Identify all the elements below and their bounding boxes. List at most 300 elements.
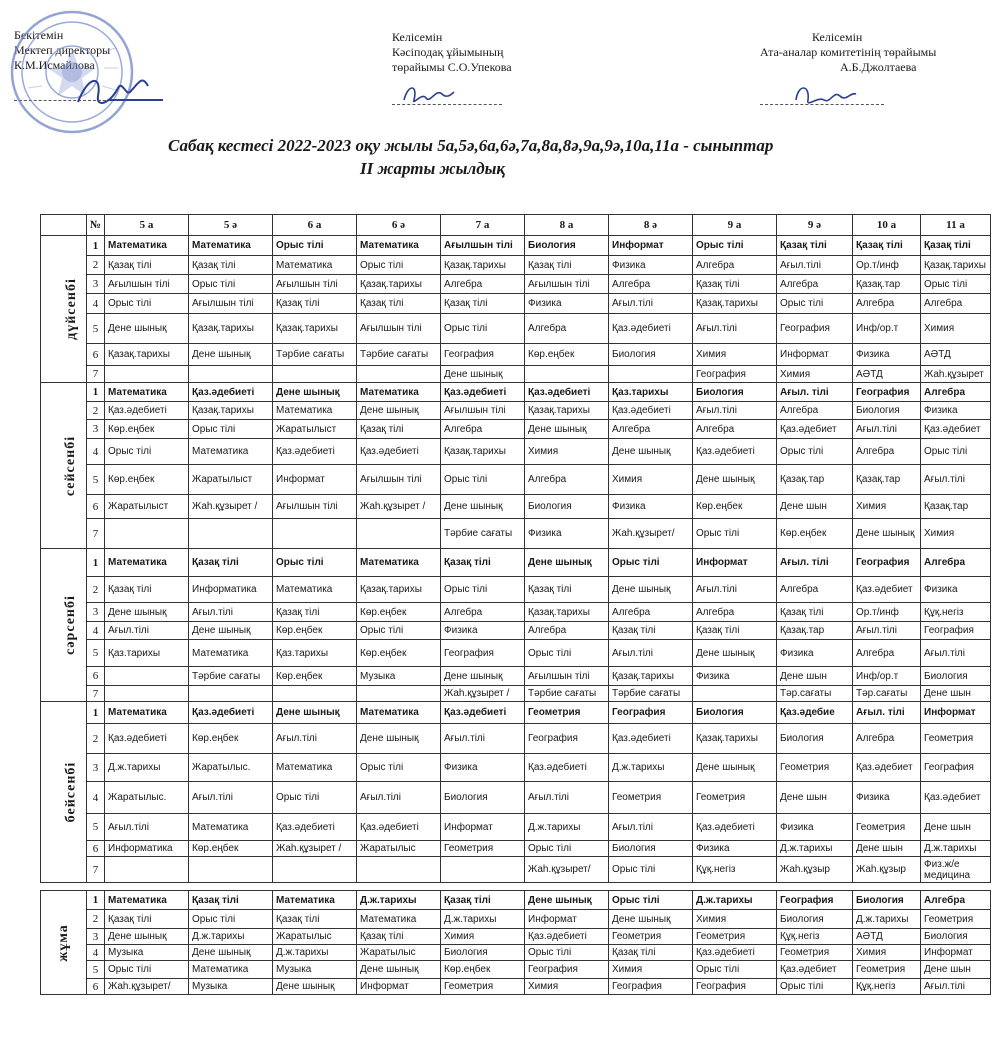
- lesson-cell: Алгебра: [853, 640, 921, 667]
- day-label-cell: [41, 891, 87, 995]
- lesson-number: 4: [87, 294, 105, 314]
- lesson-cell: Құқ.негіз: [921, 603, 991, 622]
- lesson-cell: Математика: [189, 236, 273, 256]
- lesson-number: 6: [87, 344, 105, 366]
- lesson-cell: Орыс тілі: [357, 256, 441, 275]
- lesson-cell: Қазақ тілі: [105, 577, 189, 603]
- table-row: [41, 945, 991, 961]
- lesson-cell: Көр.еңбек: [105, 420, 189, 439]
- lesson-cell: Дене шынық: [609, 577, 693, 603]
- lesson-cell: Алгебра: [525, 314, 609, 344]
- day-label-cell: [41, 383, 87, 549]
- lesson-cell: [273, 519, 357, 549]
- day-label: сейсенбі: [63, 435, 79, 496]
- lesson-cell: Дене шынық: [853, 519, 921, 549]
- lesson-cell: Алгебра: [921, 891, 991, 910]
- lesson-cell: Физика: [525, 519, 609, 549]
- lesson-cell: География: [853, 549, 921, 577]
- lesson-cell: Д.ж.тарихы: [693, 891, 777, 910]
- lesson-cell: [693, 686, 777, 702]
- parents-signature-icon: [790, 78, 860, 112]
- lesson-cell: Биология: [609, 344, 693, 366]
- lesson-cell: [357, 366, 441, 383]
- lesson-cell: Дене шынық: [693, 640, 777, 667]
- lesson-cell: Дене шынық: [525, 420, 609, 439]
- lesson-cell: Дене шынық: [273, 979, 357, 995]
- lesson-cell: Дене шын: [921, 686, 991, 702]
- table-row: [41, 402, 991, 420]
- lesson-cell: Қазақ.тарихы: [525, 603, 609, 622]
- lesson-cell: Дене шынық: [105, 314, 189, 344]
- lesson-cell: Музыка: [357, 667, 441, 686]
- lesson-cell: Дене шын: [777, 782, 853, 814]
- lesson-cell: Математика: [189, 640, 273, 667]
- lesson-number: 3: [87, 420, 105, 439]
- lesson-cell: Орыс тілі: [921, 439, 991, 465]
- lesson-cell: Дене шынық: [357, 724, 441, 754]
- lesson-cell: Ағылшын тілі: [525, 275, 609, 294]
- lesson-cell: [189, 686, 273, 702]
- lesson-cell: Қазақ тілі: [105, 910, 189, 929]
- lesson-cell: Орыс тілі: [189, 910, 273, 929]
- table-row: [41, 344, 991, 366]
- lesson-cell: Дене шынық: [441, 366, 525, 383]
- lesson-cell: Музыка: [105, 945, 189, 961]
- lesson-cell: Қазақ.тарихы: [189, 314, 273, 344]
- day-label-cell: [41, 702, 87, 883]
- lesson-cell: Жаратылыст: [273, 420, 357, 439]
- lesson-cell: Биология: [441, 782, 525, 814]
- table-row: [41, 439, 991, 465]
- approve-line-3: К.М.Исмайлова: [14, 58, 95, 72]
- lesson-cell: Физика: [609, 495, 693, 519]
- lesson-cell: Орыс тілі: [693, 519, 777, 549]
- lesson-cell: Қазақ.тарихы: [693, 724, 777, 754]
- lesson-cell: Биология: [777, 910, 853, 929]
- lesson-cell: Алгебра: [693, 603, 777, 622]
- lesson-cell: Алгебра: [525, 622, 609, 640]
- lesson-cell: Информат: [921, 702, 991, 724]
- lesson-cell: Қазақ тілі: [609, 945, 693, 961]
- lesson-cell: Физика: [921, 577, 991, 603]
- lesson-cell: Дене шынық: [693, 754, 777, 782]
- schedule-title: Сабақ кестесі 2022-2023 оқу жылы 5а,5ә,6а,6ә,7а,8а,8ә,9а,9ә,10а,11а - сыныптар: [168, 136, 774, 155]
- lesson-number: 5: [87, 465, 105, 495]
- lesson-cell: География: [441, 344, 525, 366]
- lesson-cell: Ағылшын тілі: [441, 402, 525, 420]
- lesson-number: 1: [87, 891, 105, 910]
- lesson-cell: Қаз.әдебиеті: [525, 929, 609, 945]
- lesson-cell: Дене шынық: [273, 383, 357, 402]
- lesson-cell: География: [609, 702, 693, 724]
- lesson-cell: Қазақ.тарихы: [189, 402, 273, 420]
- lesson-cell: Алгебра: [441, 275, 525, 294]
- lesson-cell: Орыс тілі: [273, 236, 357, 256]
- lesson-cell: Қаз.әдебиеті: [609, 314, 693, 344]
- lesson-number: 4: [87, 439, 105, 465]
- lesson-cell: Инф/ор.т: [853, 667, 921, 686]
- lesson-cell: Информат: [357, 979, 441, 995]
- lesson-cell: Жаһ.құзырет /: [273, 841, 357, 857]
- lesson-cell: Биология: [777, 724, 853, 754]
- lesson-cell: Орыс тілі: [777, 439, 853, 465]
- lesson-number: 4: [87, 622, 105, 640]
- table-row: [41, 549, 991, 577]
- approve-line-1: Бекітемін: [14, 28, 64, 42]
- lesson-cell: [189, 519, 273, 549]
- lesson-cell: Орыс тілі: [525, 841, 609, 857]
- lesson-cell: Химия: [609, 465, 693, 495]
- lesson-cell: Дене шын: [921, 961, 991, 979]
- lesson-number: 4: [87, 945, 105, 961]
- lesson-cell: Қазақ тілі: [441, 294, 525, 314]
- lesson-cell: Орыс тілі: [609, 857, 693, 883]
- lesson-cell: Геометрия: [693, 929, 777, 945]
- lesson-cell: География: [525, 724, 609, 754]
- lesson-cell: Музыка: [189, 979, 273, 995]
- lesson-number: 1: [87, 383, 105, 402]
- lesson-cell: География: [525, 961, 609, 979]
- lesson-cell: Қаз.әдебиет: [921, 782, 991, 814]
- lesson-cell: Д.ж.тарихы: [525, 814, 609, 841]
- lesson-cell: Қазақ тілі: [441, 549, 525, 577]
- lesson-number: 2: [87, 256, 105, 275]
- lesson-cell: Жаһ.құзырет /: [189, 495, 273, 519]
- lesson-cell: Тәрбие сағаты: [357, 344, 441, 366]
- lesson-cell: Ор.т/инф: [853, 256, 921, 275]
- lesson-cell: Ағыл. тілі: [777, 383, 853, 402]
- lesson-cell: АӘТД: [921, 344, 991, 366]
- lesson-cell: География: [693, 979, 777, 995]
- lesson-cell: [357, 686, 441, 702]
- lesson-cell: Дене шынық: [441, 495, 525, 519]
- lesson-cell: Геометрия: [609, 782, 693, 814]
- lesson-cell: Биология: [693, 383, 777, 402]
- lesson-cell: Қазақ тілі: [525, 577, 609, 603]
- lesson-cell: Биология: [921, 929, 991, 945]
- lesson-cell: География: [609, 979, 693, 995]
- lesson-cell: Математика: [105, 702, 189, 724]
- lesson-cell: Қаз.әдебиет: [853, 754, 921, 782]
- table-row: [41, 857, 991, 883]
- lesson-cell: Физика: [441, 754, 525, 782]
- class-header: 9 ә: [777, 215, 853, 236]
- table-row: [41, 979, 991, 995]
- lesson-cell: [105, 857, 189, 883]
- lesson-cell: Ағылшын тілі: [189, 294, 273, 314]
- table-row: [41, 519, 991, 549]
- lesson-cell: Қазақ тілі: [357, 294, 441, 314]
- lesson-cell: Жаһ.құзырет /: [357, 495, 441, 519]
- class-header: 11 а: [921, 215, 991, 236]
- lesson-cell: Дене шынық: [525, 891, 609, 910]
- lesson-cell: Информат: [609, 236, 693, 256]
- lesson-cell: Геометрия: [609, 929, 693, 945]
- lesson-number: 1: [87, 549, 105, 577]
- lesson-cell: Қазақ тілі: [273, 603, 357, 622]
- table-row: [41, 465, 991, 495]
- lesson-cell: Көр.еңбек: [189, 841, 273, 857]
- lesson-cell: Математика: [357, 910, 441, 929]
- lesson-cell: Химия: [525, 979, 609, 995]
- schedule-subtitle: ІІ жарты жылдық: [360, 159, 506, 178]
- lesson-cell: Математика: [273, 402, 357, 420]
- lesson-cell: Көр.еңбек: [777, 519, 853, 549]
- table-row: [41, 420, 991, 439]
- lesson-cell: Математика: [273, 256, 357, 275]
- lesson-cell: Қазақ.тарихы: [441, 256, 525, 275]
- agree2-line-2: Ата-аналар комитетінің төрайымы: [760, 45, 937, 59]
- lesson-cell: Тәрбие сағаты: [273, 344, 357, 366]
- lesson-cell: Дене шынық: [357, 402, 441, 420]
- class-header: 9 а: [693, 215, 777, 236]
- lesson-cell: Алгебра: [525, 465, 609, 495]
- lesson-number: 3: [87, 754, 105, 782]
- table-row: [41, 603, 991, 622]
- lesson-number: 6: [87, 979, 105, 995]
- lesson-cell: Дене шынық: [273, 702, 357, 724]
- lesson-cell: Жаратылыст: [105, 495, 189, 519]
- lesson-number: 3: [87, 929, 105, 945]
- lesson-cell: [105, 667, 189, 686]
- lesson-cell: Қазақ тілі: [357, 420, 441, 439]
- lesson-number: 1: [87, 702, 105, 724]
- table-row: [41, 294, 991, 314]
- lesson-cell: Қазақ.тарихы: [441, 439, 525, 465]
- lesson-cell: Математика: [189, 961, 273, 979]
- agree1-line-3: төрайымы С.О.Упекова: [392, 60, 512, 74]
- table-row: [41, 961, 991, 979]
- agree2-line-1: Келісемін: [812, 30, 863, 44]
- lesson-cell: Биология: [441, 945, 525, 961]
- lesson-cell: Д.ж.тарихы: [273, 945, 357, 961]
- lesson-cell: Геометрия: [853, 961, 921, 979]
- lesson-cell: Математика: [273, 754, 357, 782]
- lesson-number: 5: [87, 961, 105, 979]
- class-header: 7 а: [441, 215, 525, 236]
- lesson-cell: Орыс тілі: [441, 465, 525, 495]
- lesson-cell: Орыс тілі: [441, 314, 525, 344]
- parents-agreement-block: [760, 30, 936, 75]
- lesson-cell: Математика: [273, 891, 357, 910]
- lesson-cell: Орыс тілі: [105, 294, 189, 314]
- lesson-cell: Тәрбие сағаты: [189, 667, 273, 686]
- lesson-cell: Алгебра: [777, 577, 853, 603]
- lesson-cell: Қазақ.тар: [853, 275, 921, 294]
- lesson-cell: Химия: [777, 366, 853, 383]
- timetable: [40, 214, 986, 995]
- lesson-cell: Информат: [921, 945, 991, 961]
- lesson-number: 2: [87, 402, 105, 420]
- lesson-cell: Қаз.әдебиет: [777, 961, 853, 979]
- lesson-cell: Қазақ тілі: [441, 891, 525, 910]
- lesson-cell: АӘТД: [853, 366, 921, 383]
- lesson-cell: Жаратылыс.: [189, 754, 273, 782]
- lesson-cell: Биология: [853, 891, 921, 910]
- lesson-cell: Химия: [853, 495, 921, 519]
- table-row: [41, 256, 991, 275]
- day-label-cell: [41, 236, 87, 383]
- lesson-cell: Орыс тілі: [921, 275, 991, 294]
- lesson-cell: Информат: [441, 814, 525, 841]
- lesson-cell: Ағыл.тілі: [525, 782, 609, 814]
- lesson-cell: Қазақ тілі: [273, 294, 357, 314]
- lesson-cell: Геометрия: [853, 814, 921, 841]
- lesson-cell: Орыс тілі: [525, 945, 609, 961]
- lesson-cell: Тәрбие сағаты: [441, 519, 525, 549]
- lesson-number: 4: [87, 782, 105, 814]
- lesson-cell: Д.ж.тарихы: [189, 929, 273, 945]
- table-row: [41, 724, 991, 754]
- lesson-cell: Құқ.негіз: [853, 979, 921, 995]
- table-row: [41, 686, 991, 702]
- lesson-cell: Жаратылыс: [273, 929, 357, 945]
- lesson-cell: Қаз.тарихы: [609, 383, 693, 402]
- lesson-cell: География: [921, 622, 991, 640]
- lesson-cell: География: [777, 314, 853, 344]
- lesson-cell: Орыс тілі: [273, 782, 357, 814]
- lesson-number: 7: [87, 686, 105, 702]
- lesson-cell: Ағыл.тілі: [609, 294, 693, 314]
- lesson-cell: Алгебра: [609, 420, 693, 439]
- table-row: [41, 929, 991, 945]
- lesson-cell: Дене шынық: [525, 549, 609, 577]
- lesson-cell: Химия: [921, 519, 991, 549]
- lesson-cell: Қаз.әдебиет: [921, 420, 991, 439]
- lesson-cell: Орыс тілі: [189, 275, 273, 294]
- class-header: 6 ә: [357, 215, 441, 236]
- lesson-cell: Информат: [693, 549, 777, 577]
- lesson-cell: Көр.еңбек: [693, 495, 777, 519]
- lesson-cell: Қазақ тілі: [357, 929, 441, 945]
- lesson-cell: География: [921, 754, 991, 782]
- lesson-cell: Инф/ор.т: [853, 314, 921, 344]
- table-row: [41, 702, 991, 724]
- lesson-cell: Орыс тілі: [609, 549, 693, 577]
- lesson-cell: Қаз.әдебиеті: [273, 439, 357, 465]
- lesson-cell: Қазақ.тарихы: [693, 294, 777, 314]
- lesson-cell: Орыс тілі: [273, 549, 357, 577]
- lesson-cell: Алгебра: [693, 256, 777, 275]
- lesson-cell: Қазақ тілі: [105, 256, 189, 275]
- lesson-cell: Д.ж.тарихы: [921, 841, 991, 857]
- lesson-cell: География: [777, 891, 853, 910]
- lesson-cell: Тәрбие сағаты: [525, 686, 609, 702]
- lesson-cell: Физика: [921, 402, 991, 420]
- lesson-cell: Ағыл.тілі: [693, 402, 777, 420]
- lesson-cell: Қазақ.тар: [777, 465, 853, 495]
- lesson-number: 7: [87, 519, 105, 549]
- lesson-cell: Орыс тілі: [105, 961, 189, 979]
- lesson-cell: Дене шын: [777, 495, 853, 519]
- table-row: [41, 841, 991, 857]
- lesson-cell: Дене шын: [777, 667, 853, 686]
- lesson-cell: Дене шынық: [189, 622, 273, 640]
- table-row: [41, 910, 991, 929]
- lesson-cell: Ағыл.тілі: [921, 979, 991, 995]
- lesson-cell: Қаз.әдебиеті: [609, 724, 693, 754]
- table-row: [41, 236, 991, 256]
- class-header: 10 а: [853, 215, 921, 236]
- lesson-cell: Информатика: [189, 577, 273, 603]
- lesson-cell: Биология: [609, 841, 693, 857]
- lesson-cell: Алгебра: [441, 420, 525, 439]
- lesson-cell: Орыс тілі: [441, 577, 525, 603]
- lesson-cell: Қазақ.тар: [777, 622, 853, 640]
- lesson-cell: Физика: [693, 667, 777, 686]
- lesson-cell: Дене шынық: [609, 439, 693, 465]
- lesson-cell: Ағылшын тілі: [441, 236, 525, 256]
- lesson-cell: Геометрия: [921, 910, 991, 929]
- lesson-cell: Математика: [357, 549, 441, 577]
- lesson-number: 7: [87, 366, 105, 383]
- lesson-cell: Химия: [693, 344, 777, 366]
- lesson-cell: Физ.ж/е медицина: [921, 857, 991, 883]
- lesson-number: 5: [87, 814, 105, 841]
- lesson-cell: Физика: [525, 294, 609, 314]
- lesson-cell: Алгебра: [609, 603, 693, 622]
- lesson-cell: Алгебра: [693, 420, 777, 439]
- lesson-cell: Математика: [105, 236, 189, 256]
- table-row: [41, 782, 991, 814]
- lesson-cell: Алгебра: [609, 275, 693, 294]
- lesson-number: 3: [87, 275, 105, 294]
- director-signature-icon: [68, 66, 168, 116]
- lesson-cell: Қаз.тарихы: [105, 640, 189, 667]
- page-gap-cell: [41, 883, 991, 891]
- lesson-cell: Қазақ.тарихы: [357, 577, 441, 603]
- class-header: 5 а: [105, 215, 189, 236]
- lesson-cell: Көр.еңбек: [273, 622, 357, 640]
- lesson-cell: Информат: [777, 344, 853, 366]
- lesson-number: 1: [87, 236, 105, 256]
- lesson-cell: Ағыл.тілі: [609, 814, 693, 841]
- lesson-cell: Қаз.әдебиет: [853, 577, 921, 603]
- lesson-cell: Ағыл.тілі: [105, 814, 189, 841]
- lesson-cell: Химия: [921, 314, 991, 344]
- lesson-cell: Математика: [189, 439, 273, 465]
- lesson-cell: Алгебра: [921, 383, 991, 402]
- lesson-cell: Химия: [693, 910, 777, 929]
- lesson-cell: Қаз.әдебиеті: [609, 402, 693, 420]
- lesson-number: 6: [87, 667, 105, 686]
- lesson-cell: Жаратылыс: [357, 945, 441, 961]
- lesson-cell: Қазақ.тар: [921, 495, 991, 519]
- lesson-cell: Ағыл.тілі: [357, 782, 441, 814]
- lesson-cell: Орыс тілі: [525, 640, 609, 667]
- lesson-cell: Ағыл.тілі: [853, 622, 921, 640]
- lesson-cell: Қазақ.тарихы: [921, 256, 991, 275]
- lesson-cell: Ағыл.тілі: [609, 640, 693, 667]
- lesson-cell: Қазақ.тар: [853, 465, 921, 495]
- lesson-cell: Ағылшын тілі: [105, 275, 189, 294]
- agree1-line-2: Кәсіподақ ұйымының: [392, 45, 504, 59]
- lesson-cell: Ағылшын тілі: [273, 495, 357, 519]
- lesson-cell: Жаһ.құзыр: [777, 857, 853, 883]
- lesson-cell: Тәрбие сағаты: [609, 686, 693, 702]
- lesson-cell: Музыка: [273, 961, 357, 979]
- lesson-cell: Математика: [357, 236, 441, 256]
- lesson-cell: Қаз.әдебиеті: [693, 814, 777, 841]
- lesson-cell: Ағыл.тілі: [105, 622, 189, 640]
- lesson-cell: Қазақ тілі: [189, 891, 273, 910]
- lesson-cell: Геометрия: [693, 782, 777, 814]
- lesson-cell: Ор.т/инф: [853, 603, 921, 622]
- lesson-cell: Дене шынық: [693, 465, 777, 495]
- lesson-cell: Математика: [105, 891, 189, 910]
- lesson-cell: АӘТД: [853, 929, 921, 945]
- lesson-cell: Орыс тілі: [609, 891, 693, 910]
